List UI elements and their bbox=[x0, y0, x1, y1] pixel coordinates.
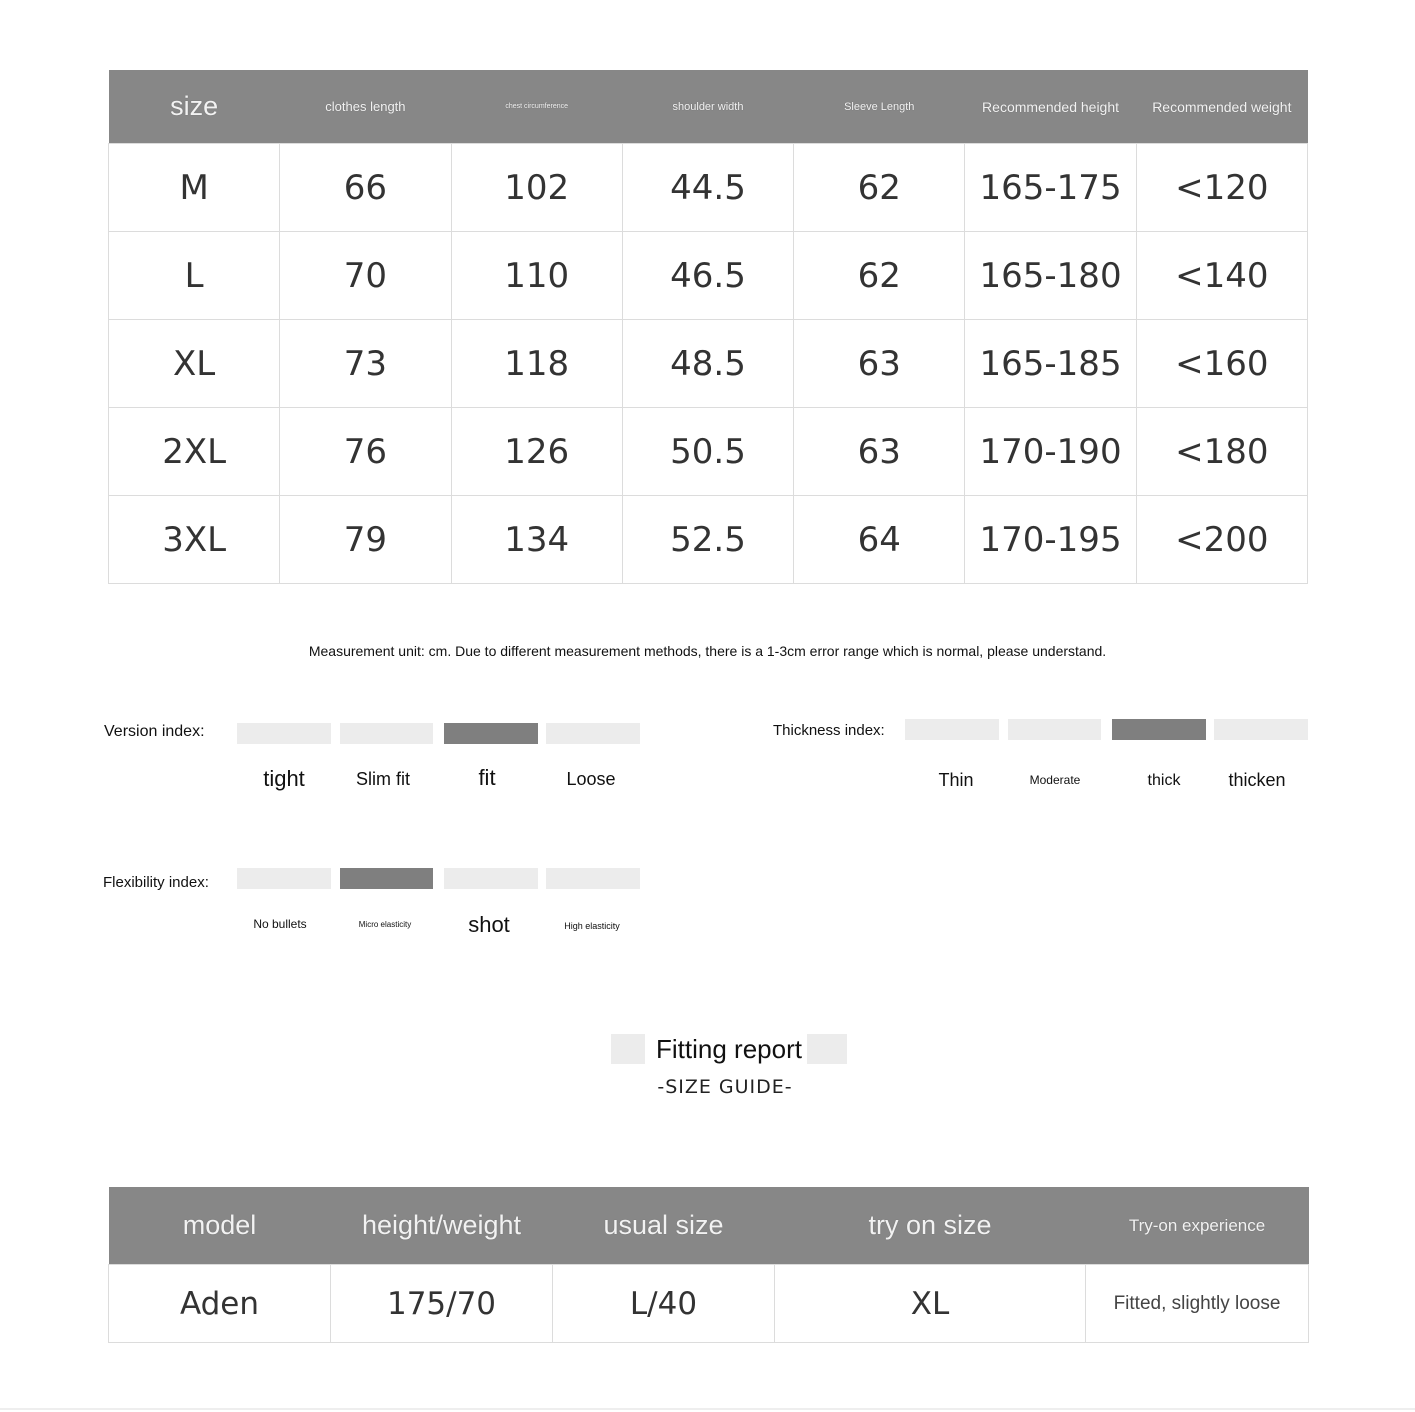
header-try-on-experience: Try-on experience bbox=[1086, 1187, 1309, 1265]
shoulder-cell: 52.5 bbox=[622, 496, 793, 584]
size-row-m bbox=[109, 144, 1308, 232]
height-cell: 165-180 bbox=[965, 232, 1136, 320]
version-option-slim-fit: Slim fit bbox=[356, 769, 410, 789]
header-model: model bbox=[109, 1187, 331, 1265]
size-cell: 3XL bbox=[109, 496, 280, 584]
weight-cell: <200 bbox=[1136, 496, 1307, 584]
chest-cell: 118 bbox=[451, 320, 622, 408]
header-usual-size: usual size bbox=[553, 1187, 775, 1265]
flexibility-option-no-bullets: No bullets bbox=[253, 917, 307, 931]
clothes-length-cell: 66 bbox=[280, 144, 451, 232]
version-bar-tight bbox=[237, 723, 331, 744]
thickness-option-thin: Thin bbox=[938, 770, 974, 790]
version-index-label: Version index: bbox=[104, 723, 205, 740]
flexibility-option-shot: shot bbox=[468, 912, 510, 937]
header-shoulder-width: shoulder width bbox=[622, 70, 793, 144]
size-guide-subtitle: -SIZE GUIDE- bbox=[657, 1076, 793, 1098]
usual-size-cell: L/40 bbox=[553, 1265, 775, 1343]
sleeve-cell: 63 bbox=[794, 408, 965, 496]
flexibility-bar-high-elasticity bbox=[546, 868, 640, 889]
thickness-index-label: Thickness index: bbox=[773, 722, 885, 739]
size-chart-header-row bbox=[109, 70, 1308, 144]
clothes-length-cell: 79 bbox=[280, 496, 451, 584]
flexibility-option-micro-elasticity: Micro elasticity bbox=[358, 920, 412, 929]
size-row-2xl bbox=[109, 408, 1308, 496]
version-option-tight: tight bbox=[263, 766, 305, 791]
version-option-loose: Loose bbox=[566, 769, 616, 789]
version-bar-fit-selected bbox=[444, 723, 538, 744]
version-option-fit: fit bbox=[478, 765, 496, 790]
clothes-length-cell: 73 bbox=[280, 320, 451, 408]
sleeve-cell: 64 bbox=[794, 496, 965, 584]
version-bar-slim-fit bbox=[340, 723, 433, 744]
shoulder-cell: 44.5 bbox=[622, 144, 793, 232]
height-cell: 170-195 bbox=[965, 496, 1136, 584]
shoulder-cell: 50.5 bbox=[622, 408, 793, 496]
size-row-l bbox=[109, 232, 1308, 320]
weight-cell: <120 bbox=[1136, 144, 1307, 232]
header-try-on-size: try on size bbox=[775, 1187, 1086, 1265]
header-height-weight: height/weight bbox=[331, 1187, 553, 1265]
version-bar-loose bbox=[546, 723, 640, 744]
height-cell: 165-185 bbox=[965, 320, 1136, 408]
thickness-option-moderate: Moderate bbox=[1029, 773, 1081, 787]
shoulder-cell: 48.5 bbox=[622, 320, 793, 408]
size-cell: XL bbox=[109, 320, 280, 408]
header-recommended-weight: Recommended weight bbox=[1136, 70, 1307, 144]
thickness-bar-thick-selected bbox=[1112, 719, 1206, 740]
try-on-size-cell: XL bbox=[775, 1265, 1086, 1343]
size-row-xl bbox=[109, 320, 1308, 408]
clothes-length-cell: 76 bbox=[280, 408, 451, 496]
chest-cell: 102 bbox=[451, 144, 622, 232]
size-cell: L bbox=[109, 232, 280, 320]
chest-cell: 134 bbox=[451, 496, 622, 584]
header-sleeve-length: Sleeve Length bbox=[794, 70, 965, 144]
measurement-note: Measurement unit: cm. Due to different measurement methods, there is a 1-3cm error range which is normal, please understand. bbox=[308, 643, 1107, 659]
fitting-row-aden bbox=[109, 1265, 1309, 1343]
thickness-bar-thin bbox=[905, 719, 999, 740]
try-on-experience-cell: Fitted, slightly loose bbox=[1086, 1265, 1309, 1343]
fitting-header-row bbox=[109, 1187, 1309, 1265]
height-cell: 170-190 bbox=[965, 408, 1136, 496]
height-weight-cell: 175/70 bbox=[331, 1265, 553, 1343]
size-chart-table bbox=[108, 70, 1308, 584]
height-cell: 165-175 bbox=[965, 144, 1136, 232]
weight-cell: <160 bbox=[1136, 320, 1307, 408]
thickness-bar-thicken bbox=[1214, 719, 1308, 740]
header-chest-circumference: chest circumference bbox=[451, 70, 622, 144]
sleeve-cell: 62 bbox=[794, 232, 965, 320]
header-recommended-height: Recommended height bbox=[965, 70, 1136, 144]
flexibility-option-high-elasticity: High elasticity bbox=[564, 921, 620, 931]
flexibility-bar-no-bullets bbox=[237, 868, 331, 889]
header-size: size bbox=[109, 70, 280, 144]
chest-cell: 110 bbox=[451, 232, 622, 320]
size-row-3xl bbox=[109, 496, 1308, 584]
header-clothes-length: clothes length bbox=[280, 70, 451, 144]
weight-cell: <180 bbox=[1136, 408, 1307, 496]
flexibility-bar-micro-elasticity-selected bbox=[340, 868, 433, 889]
chest-cell: 126 bbox=[451, 408, 622, 496]
bottom-divider bbox=[0, 1408, 1415, 1410]
fitting-report-title: Fitting report bbox=[611, 1034, 847, 1064]
weight-cell: <140 bbox=[1136, 232, 1307, 320]
thickness-bar-moderate bbox=[1008, 719, 1101, 740]
thickness-option-thick: thick bbox=[1147, 772, 1181, 789]
sleeve-cell: 62 bbox=[794, 144, 965, 232]
flexibility-bar-shot bbox=[444, 868, 538, 889]
shoulder-cell: 46.5 bbox=[622, 232, 793, 320]
sleeve-cell: 63 bbox=[794, 320, 965, 408]
fitting-report-table bbox=[108, 1187, 1309, 1343]
model-cell: Aden bbox=[109, 1265, 331, 1343]
clothes-length-cell: 70 bbox=[280, 232, 451, 320]
flexibility-index-label: Flexibility index: bbox=[103, 874, 209, 891]
thickness-option-thicken: thicken bbox=[1228, 770, 1286, 790]
size-cell: 2XL bbox=[109, 408, 280, 496]
size-cell: M bbox=[109, 144, 280, 232]
